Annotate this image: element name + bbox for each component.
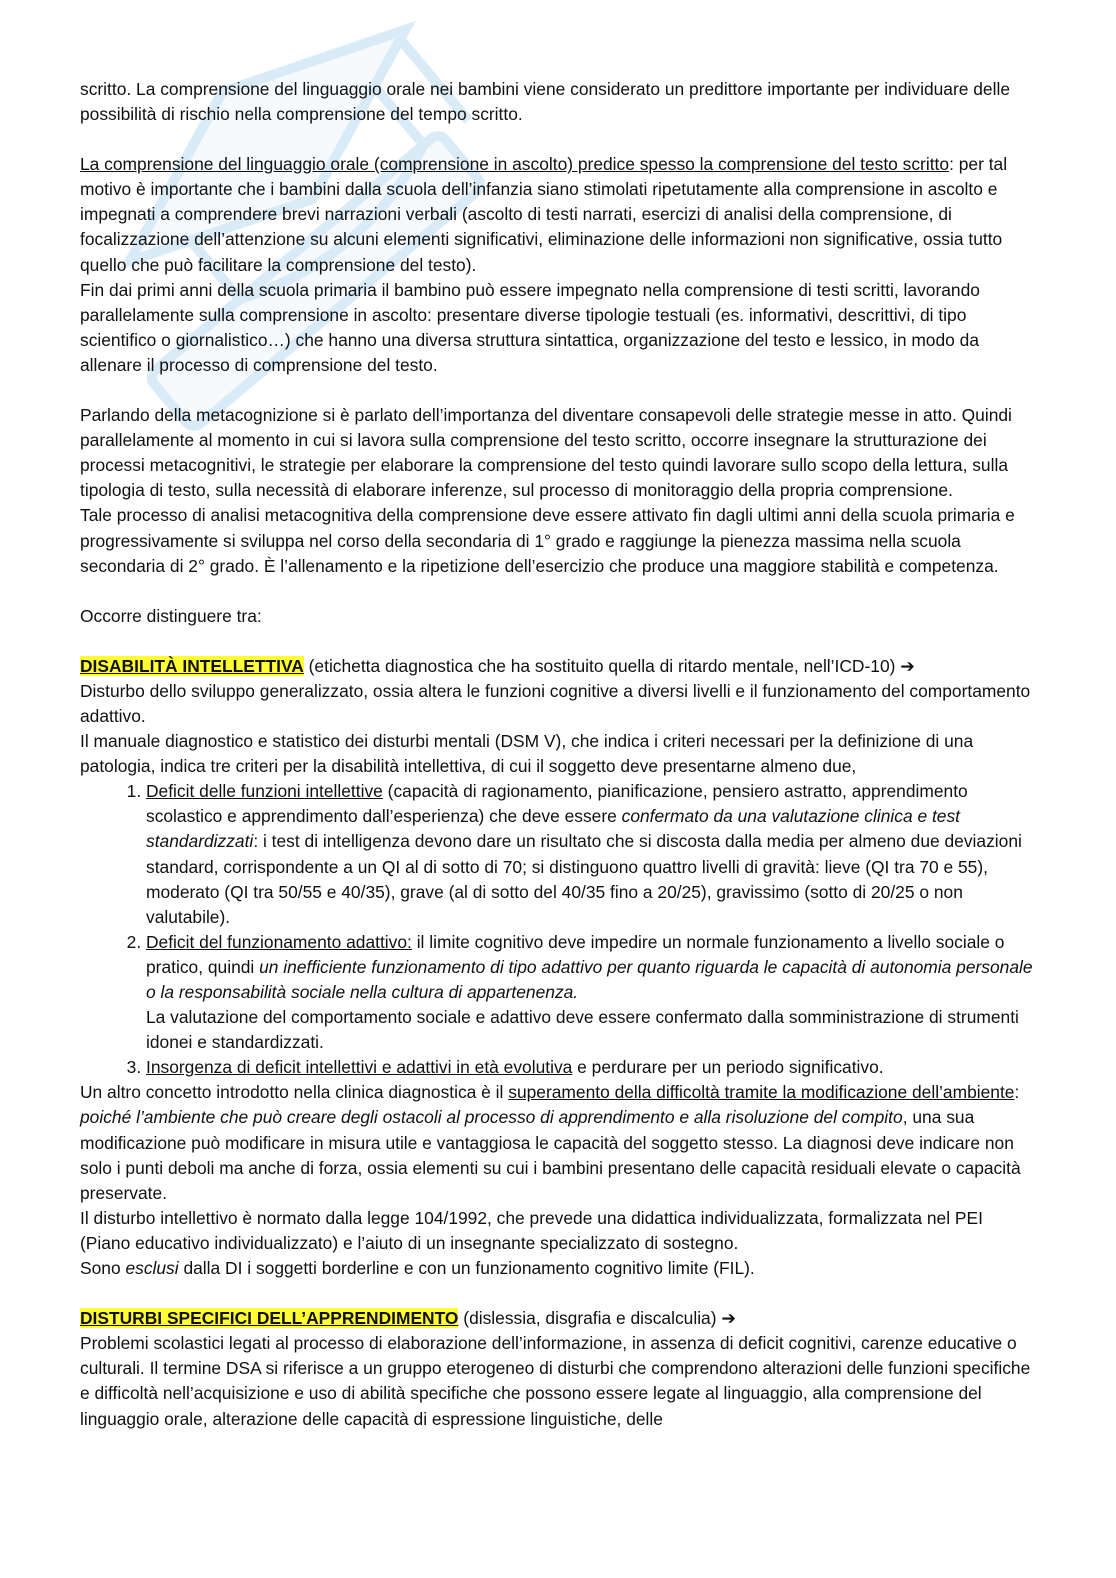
di-paragraph-4: Il disturbo intellettivo è normato dalla legge 104/1992, che prevede una didattica individualizzata, formalizzata nel PEI (Piano educativo individualizzato) e l’aiuto di un insegnante specializzato di sostegno.	[80, 1207, 983, 1253]
di-heading-line: DISABILITÀ INTELLETTIVA (etichetta diagnostica che ha sostituito quella di ritardo mentale, nell’ICD-10) ➔	[80, 655, 915, 676]
list-item: 2. Deficit del funzionamento adattivo: il limite cognitivo deve impedire un normale funzionamento a livello sociale o pratico, quindi un inefficiente funzionamento di tipo adattivo per quanto riguarda le capacità di autonomia personale o la responsabilità sociale nella cultura di appartenenza. La valutazione del comportamento sociale e adattivo deve essere confermato dalla somministrazione di strumenti idonei e standardizzati.	[146, 930, 1035, 1055]
arrow-right-icon: ➔	[900, 655, 915, 676]
paragraph-5: Tale processo di analisi metacognitiva della comprensione deve essere attivato fin dagli ultimi anni della scuola primaria e progressivamente si sviluppa nel corso della secondaria di 1° grado e raggiunge la pienezza massima nella scuola secondaria di 2° grado. È l’allenamento e la ripetizione dell’esercizio che produce una maggiore stabilità e competenza.	[80, 505, 1015, 576]
underlined-text: La comprensione del linguaggio orale (comprensione in ascolto) predice spesso la comprensione del testo scritto	[80, 154, 950, 175]
di-heading: DISABILITÀ INTELLETTIVA	[80, 655, 304, 676]
list-item: 1. Deficit delle funzioni intellettive (capacità di ragionamento, pianificazione, pensiero astratto, apprendimento scolastico e apprendimento dall’esperienza) che deve essere confermato da una valutazione clinica e test standardizzati: i test di intelligenza devono dare un risultato che si discosta dalla media per almeno due deviazioni standard, corrispondente a un QI al di sotto di 70; si distinguono quattro livelli di gravità: lieve (QI tra 70 e 55), moderato (QI tra 50/55 e 40/35), grave (al di sotto del 40/35 fino a 20/25), gravissimo (sotto di 20/25 o non valutabile).	[146, 779, 1035, 930]
paragraph-1: scritto. La comprensione del linguaggio orale nei bambini viene considerato un predittore importante per individuare delle possibilità di rischio nella comprensione del tempo scritto.	[80, 79, 1010, 125]
criteria-list	[80, 779, 1035, 1080]
paragraph-2: La comprensione del linguaggio orale (comprensione in ascolto) predice spesso la comprensione del testo scritto: per tal motivo è importante che i bambini dalla scuola dell’infanzia siano stimolati ripetutamente alla comprensione in ascolto e impegnati a comprendere brevi narrazioni verbali (ascolto di testi narrati, esercizi di analisi della comprensione, di focalizzazione dell’attenzione su alcuni elementi significativi, eliminazione delle informazioni non significative, ossia tutto quello che può facilitare la comprensione del testo).	[80, 154, 1008, 275]
dsa-paragraph-1: Problemi scolastici legati al processo di elaborazione dell’informazione, in assenza di deficit cognitivi, carenze educative o culturali. Il termine DSA si riferisce a un gruppo eterogeneo di disturbi che comprendono alterazioni delle funzioni specifiche e difficoltà nell’acquisizione e uso di abilità specifiche che possono essere legate al linguaggio, alla comprensione del linguaggio orale, alterazione delle capacità di espressione linguistiche, delle	[80, 1333, 1031, 1429]
dsa-heading-line: DISTURBI SPECIFICI DELL’APPRENDIMENTO (dislessia, disgrafia e discalculia) ➔	[80, 1308, 736, 1329]
di-paragraph-5: Sono esclusi dalla DI i soggetti borderline e con un funzionamento cognitivo limite (FIL).	[80, 1258, 755, 1279]
paragraph-6: Occorre distinguere tra:	[80, 605, 262, 626]
di-paragraph-1: Disturbo dello sviluppo generalizzato, ossia altera le funzioni cognitive a diversi livelli e il funzionamento del comportamento adattivo.	[80, 680, 1031, 726]
paragraph-3: Fin dai primi anni della scuola primaria il bambino può essere impegnato nella comprensione di testi scritti, lavorando parallelamente sulla comprensione in ascolto: presentare diverse tipologie testuali (es. informativi, descrittivi, di tipo scientifico o giornalistico…) che hanno una diversa struttura sintattica, organizzazione del testo e lessico, in modo da allenare il processo di comprensione del testo.	[80, 279, 980, 375]
dsa-heading: DISTURBI SPECIFICI DELL’APPRENDIMENTO	[80, 1308, 459, 1329]
arrow-right-icon: ➔	[721, 1308, 736, 1329]
paragraph-4: Parlando della metacognizione si è parlato dell’importanza del diventare consapevoli delle strategie messe in atto. Quindi parallelamente al momento in cui si lavora sulla comprensione del testo scritto, occorre insegnare la strutturazione dei processi metacognitivi, le strategie per elaborare la comprensione del testo quindi lavorare sullo scopo della lettura, sulla tipologia di testo, sulla necessità di elaborare inferenze, sul processo di monitoraggio della propria comprensione.	[80, 405, 1012, 501]
di-paragraph-2: Il manuale diagnostico e statistico dei disturbi mentali (DSM V), che indica i criteri necessari per la definizione di una patologia, indica tre criteri per la disabilità intellettiva, di cui il soggetto deve presentarne almeno due,	[80, 731, 974, 777]
list-item: 3. Insorgenza di deficit intellettivi e adattivi in età evolutiva e perdurare per un periodo significativo.	[146, 1055, 1035, 1080]
di-paragraph-3: Un altro concetto introdotto nella clinica diagnostica è il superamento della difficoltà tramite la modificazione dell’ambiente: poiché l’ambiente che può creare degli ostacoli al processo di apprendimento e alla risoluzione del compito, una sua modificazione può modificare in misura utile e vantaggiosa le capacità del soggetto stesso. La diagnosi deve indicare non solo i punti deboli ma anche di forza, ossia elementi su cui i bambini presentano delle capacità residuali elevate o capacità preservate.	[80, 1082, 1021, 1203]
document-body	[80, 77, 1035, 1432]
